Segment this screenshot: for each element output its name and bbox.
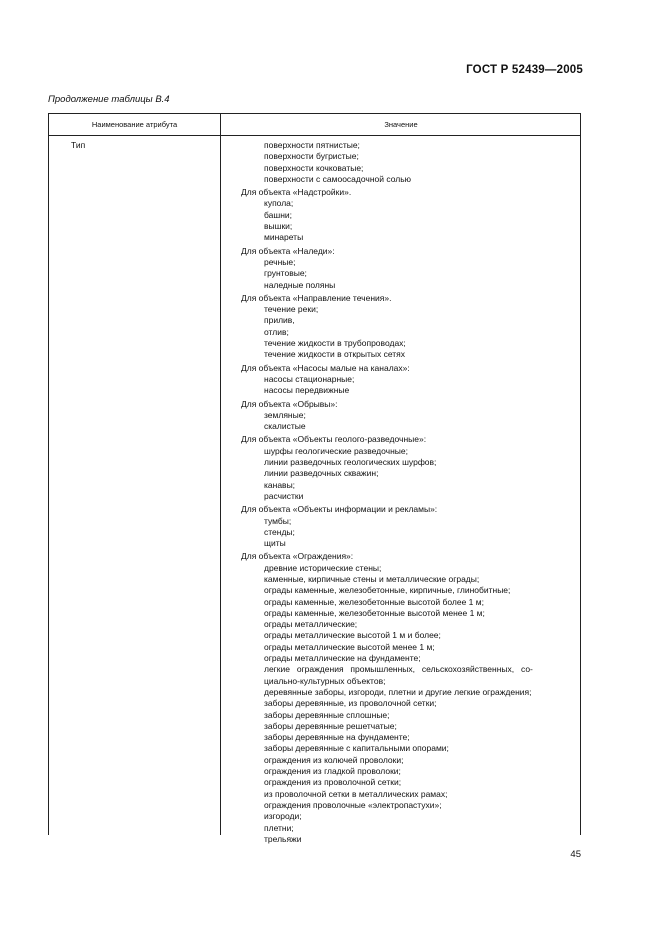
- value-line: отлив;: [264, 326, 289, 337]
- value-line: каменные, кирпичные стены и металлические ограды;: [264, 573, 480, 584]
- value-line: тумбы;: [264, 515, 292, 526]
- header-divider: [49, 135, 580, 136]
- value-line: циально-культурных объектов;: [264, 675, 386, 686]
- value-line: плетни;: [264, 822, 294, 833]
- value-line: вышки;: [264, 221, 293, 232]
- value-line: расчистки: [264, 490, 304, 501]
- value-line: щиты: [264, 538, 286, 549]
- object-heading: Для объекта «Направление течения».: [241, 292, 392, 303]
- value-line: ограды металлические высотой менее 1 м;: [264, 641, 435, 652]
- value-line: насосы передвижные: [264, 385, 350, 396]
- value-line: наледные поляны: [264, 279, 336, 290]
- value-line: ограждения из проволочной сетки;: [264, 777, 402, 788]
- value-line: древние исторические стены;: [264, 562, 382, 573]
- table-caption: Продолжение таблицы В.4: [48, 94, 170, 105]
- value-line: прилив,: [264, 315, 295, 326]
- attribute-table: [48, 113, 581, 844]
- value-line: трельяжи: [264, 833, 302, 844]
- value-line: легкие ограждения промышленных, сельскохозяйственных, со-: [264, 664, 533, 675]
- column-header-attribute: Наименование атрибута: [91, 120, 178, 129]
- value-line: поверхности пятнистые;: [264, 140, 360, 150]
- value-line: скалистые: [264, 421, 306, 432]
- object-heading: Для объекта «Наледи»:: [241, 245, 335, 256]
- value-line: заборы деревянные, из проволочной сетки;: [264, 698, 437, 709]
- value-line: грунтовые;: [264, 268, 307, 279]
- value-line: ограды металлические;: [264, 619, 358, 630]
- value-line: ограды каменные, железобетонные, кирпичные, глинобитные;: [264, 585, 511, 596]
- value-line: ограды каменные, железобетонные высотой менее 1 м;: [264, 607, 485, 618]
- value-line: минареты: [264, 232, 304, 243]
- value-line: земляные;: [264, 409, 306, 420]
- value-line: насосы стационарные;: [264, 373, 355, 384]
- document-code: ГОСТ Р 52439—2005: [466, 64, 583, 76]
- object-heading: Для объекта «Надстройки».: [241, 187, 352, 198]
- object-heading: Для объекта «Объекты геолого-разведочные»:: [241, 434, 427, 445]
- value-line: стенды;: [264, 526, 295, 537]
- value-line: купола;: [264, 198, 294, 209]
- value-line: заборы деревянные с капитальными опорами;: [264, 743, 449, 754]
- value-line: деревянные заборы, изгороди, плетни и другие легкие ограждения;: [264, 686, 532, 697]
- value-line: линии разведочных скважин;: [264, 468, 379, 479]
- value-line: течение жидкости в открытых сетях: [264, 349, 406, 360]
- attribute-name: Тип: [71, 140, 86, 150]
- value-line: ограды каменные, железобетонные высотой более 1 м;: [264, 596, 484, 607]
- column-header-value: Значение: [384, 120, 418, 129]
- page-number: 45: [570, 849, 581, 860]
- value-line: ограды металлические высотой 1 м и более;: [264, 630, 441, 641]
- value-line: поверхности кочковатые;: [264, 162, 364, 173]
- value-line: линии разведочных геологических шурфов;: [264, 457, 437, 468]
- value-line: ограждения из колючей проволоки;: [264, 754, 404, 765]
- value-line: башни;: [264, 209, 293, 220]
- object-heading: Для объекта «Обрывы»:: [241, 398, 338, 409]
- object-heading: Для объекта «Насосы малые на каналах»:: [241, 362, 410, 373]
- value-line: изгороди;: [264, 811, 302, 822]
- value-line: заборы деревянные сплошные;: [264, 709, 390, 720]
- value-line: ограждения из гладкой проволоки;: [264, 766, 401, 777]
- object-heading: Для объекта «Ограждения»:: [241, 551, 354, 562]
- value-line: шурфы геологические разведочные;: [264, 445, 408, 456]
- value-line: речные;: [264, 256, 296, 267]
- object-heading: Для объекта «Объекты информации и рекламы»:: [241, 504, 438, 515]
- value-line: течение реки;: [264, 304, 319, 315]
- value-list: [221, 140, 577, 845]
- value-line: канавы;: [264, 479, 296, 490]
- value-line: ограждения проволочные «электропастухи»;: [264, 799, 442, 810]
- value-line: заборы деревянные решетчатые;: [264, 720, 397, 731]
- value-line: поверхности с самоосадочной солью: [264, 173, 412, 184]
- value-line: течение жидкости в трубопроводах;: [264, 338, 406, 349]
- value-line: из проволочной сетки в металлических рамах;: [264, 788, 448, 799]
- value-line: заборы деревянные на фундаменте;: [264, 732, 410, 743]
- value-line: поверхности бугристые;: [264, 151, 359, 162]
- value-line: ограды металлические на фундаменте;: [264, 653, 421, 664]
